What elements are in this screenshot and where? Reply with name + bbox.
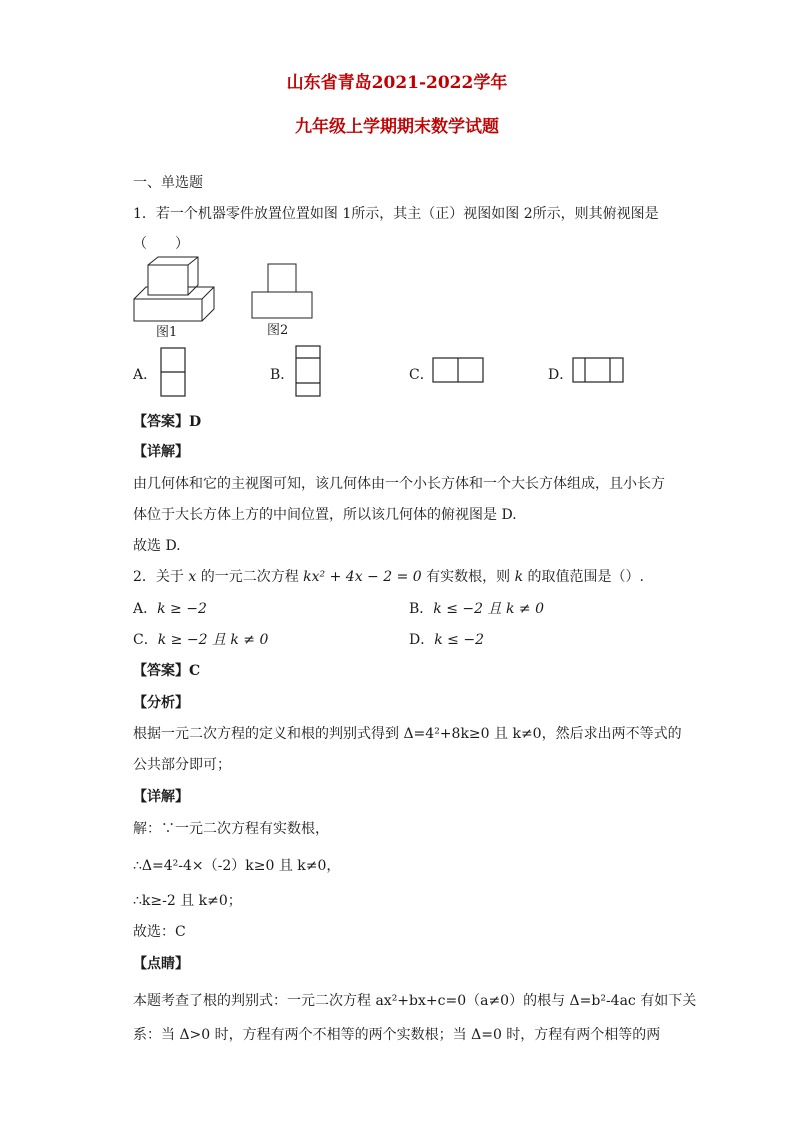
- q2-comment-line-1: 本题考查了根的判别式：一元二次方程 ax²+bx+c=0（a≠0）的根与 Δ=b²-4ac 有如下关: [133, 993, 697, 1009]
- q2-option-d-label: D．: [409, 632, 435, 648]
- q2-equation: kx² + 4x − 2 = 0: [303, 569, 422, 585]
- q2-choose: 故选：C: [133, 924, 186, 940]
- q2-option-b: [409, 598, 544, 618]
- q2-option-d-value: k ≤ −2: [434, 632, 484, 648]
- q1-detail-line-2: 体位于大长方体上方的中间位置，所以该几何体的俯视图是 D.: [133, 507, 517, 523]
- q2-option-a: [133, 598, 207, 618]
- q2-analysis-heading: 【分析】: [133, 695, 189, 711]
- q1-option-a-figure: [160, 347, 186, 397]
- document-title-line-1: 山东省青岛2021-2022学年: [286, 73, 508, 93]
- q2-stem-post: 的取值范围是（）.: [523, 569, 644, 585]
- q2-answer: 【答案】C: [133, 663, 201, 679]
- q2-option-c-value: k ≥ −2 且 k ≠ 0: [157, 632, 269, 648]
- q2-option-c-label: C．: [133, 632, 158, 648]
- q2-option-c: [133, 629, 268, 649]
- q1-choose: 故选 D.: [133, 538, 181, 554]
- q1-detail-heading: 【详解】: [133, 444, 189, 460]
- q2-analysis-line-2: 公共部分即可；: [133, 757, 231, 773]
- q2-option-b-label: B．: [409, 601, 434, 617]
- q2-detail-line-1: 解：∵一元二次方程有实数根，: [133, 821, 329, 837]
- q1-stem-line-1: 1．若一个机器零件放置位置如图 1所示，其主（正）视图如图 2所示，则其俯视图是: [133, 206, 659, 222]
- q2-detail-line-2: ∴Δ=4²-4×（-2）k≥0 且 k≠0，: [133, 858, 341, 874]
- q2-stem-pre: 2．关于: [133, 569, 189, 585]
- q1-stem-line-2: （ ）: [133, 236, 189, 252]
- q1-figure-1-box-drawing: [130, 255, 220, 325]
- q2-comment-line-2: 系：当 Δ>0 时，方程有两个不相等的两个实数根；当 Δ=0 时，方程有两个相等的两: [133, 1027, 661, 1043]
- q1-option-c-label: C．: [409, 367, 434, 383]
- section-heading: 一、单选题: [133, 175, 203, 191]
- q1-option-c-figure: [432, 357, 484, 383]
- q2-option-a-label: A．: [133, 601, 158, 617]
- q1-option-d-label: D．: [548, 367, 574, 383]
- q2-stem-mid2: 有实数根，则: [421, 569, 515, 585]
- q2-detail-heading: 【详解】: [133, 789, 189, 805]
- q1-figure-2-front-view: [250, 262, 316, 320]
- q1-answer: 【答案】D: [133, 414, 202, 430]
- q1-option-b-figure: [295, 345, 321, 397]
- q1-figure-1-label: 图1: [156, 325, 178, 340]
- q2-stem: [133, 566, 644, 586]
- q2-option-a-value: k ≥ −2: [157, 601, 207, 617]
- document-title-line-2: 九年级上学期期末数学试题: [295, 117, 499, 137]
- q2-stem-mid: 的一元二次方程: [196, 569, 304, 585]
- q2-comment-heading: 【点睛】: [133, 956, 189, 972]
- q1-figure-2-label: 图2: [267, 323, 289, 338]
- q2-option-b-value: k ≤ −2 且 k ≠ 0: [433, 601, 544, 617]
- q1-detail-line-1: 由几何体和它的主视图可知，该几何体由一个小长方体和一个大长方体组成，且小长方: [133, 476, 665, 492]
- q1-option-d-figure: [572, 357, 624, 383]
- q2-analysis-line-1: 根据一元二次方程的定义和根的判别式得到 Δ=4²+8k≥0 且 k≠0，然后求出两不等式的: [133, 726, 682, 742]
- q1-option-b-label: B．: [270, 367, 295, 383]
- q2-var-k: k: [514, 569, 524, 585]
- q2-var-x: x: [188, 569, 197, 585]
- q2-detail-line-3: ∴k≥-2 且 k≠0；: [133, 893, 242, 909]
- q1-option-a-label: A．: [133, 367, 158, 383]
- q2-option-d: [409, 629, 484, 649]
